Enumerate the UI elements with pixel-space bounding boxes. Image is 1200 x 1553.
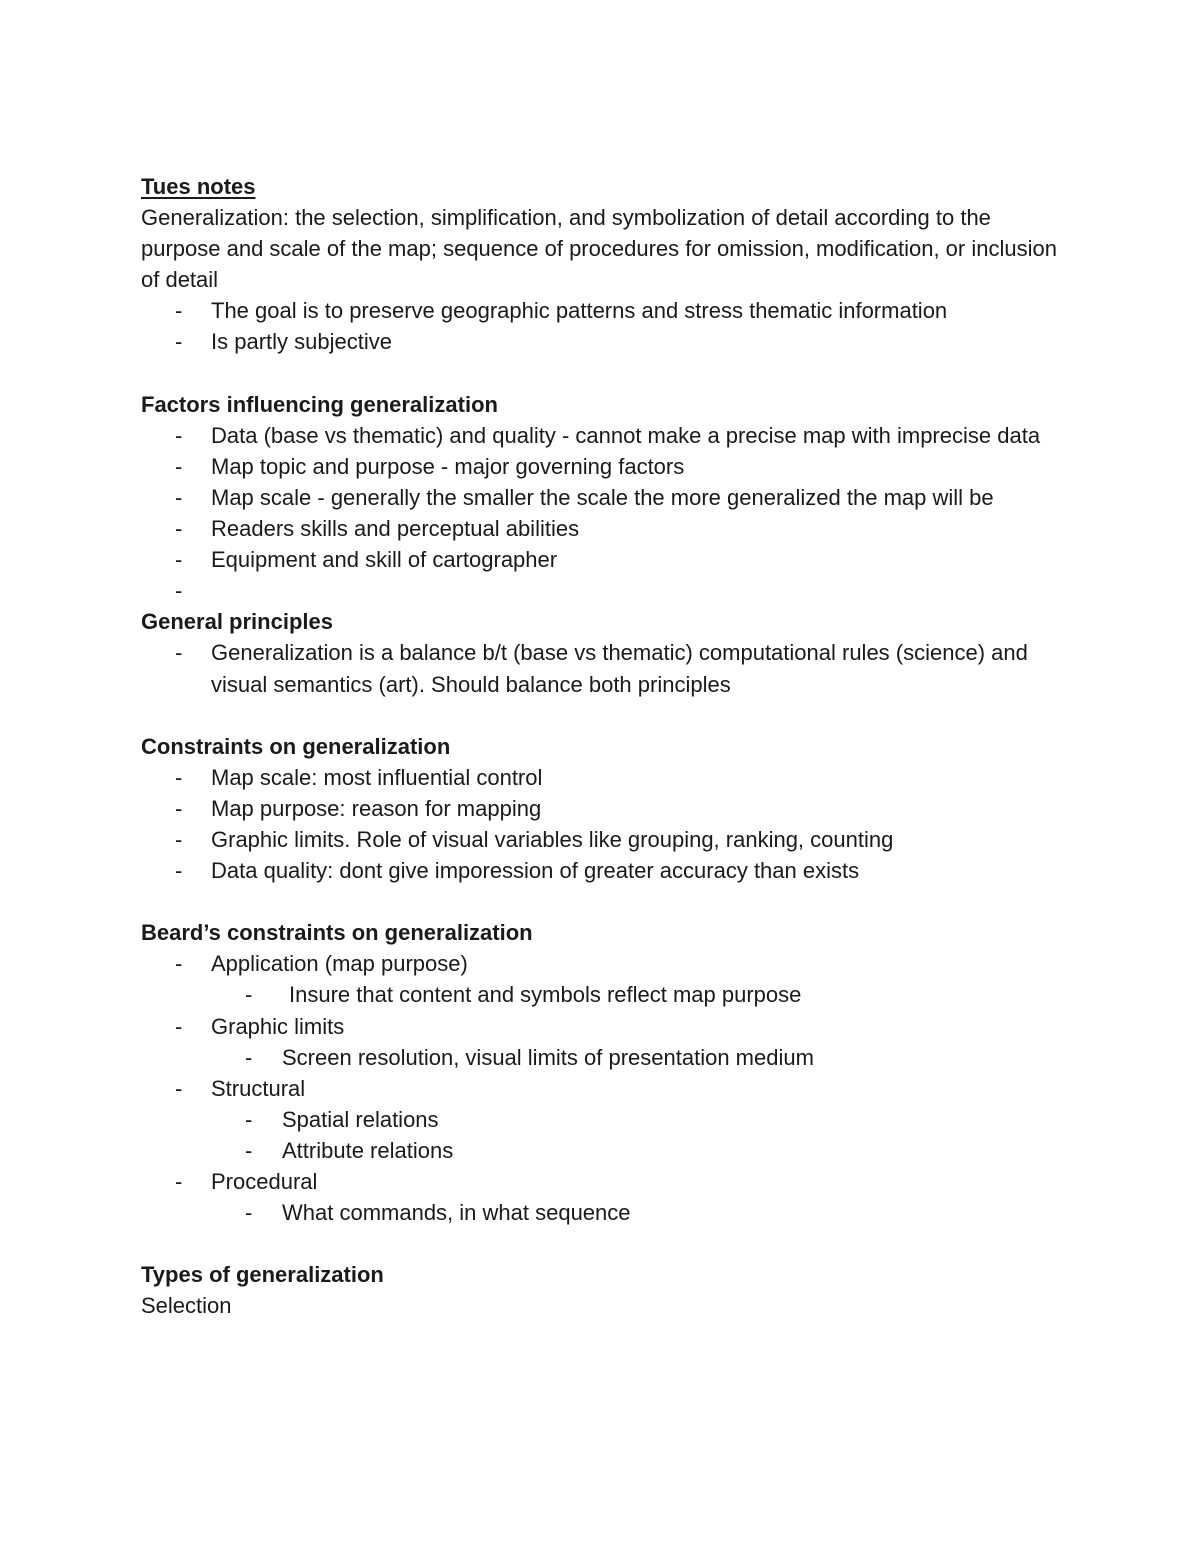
sub-list xyxy=(141,1104,1061,1166)
dash-bullet: - xyxy=(175,951,183,977)
dash-bullet: - xyxy=(175,640,183,666)
dash-bullet: - xyxy=(245,1200,253,1226)
list-item xyxy=(141,824,1061,855)
spacer xyxy=(141,700,1061,731)
list-item-text: Map topic and purpose - major governing factors xyxy=(211,453,685,479)
section-heading-constraints: Constraints on generalization xyxy=(141,733,451,759)
dash-bullet: - xyxy=(245,982,253,1008)
list-item xyxy=(141,1073,1061,1166)
dash-bullet: - xyxy=(175,547,183,573)
section-heading-principles: General principles xyxy=(141,609,333,635)
section-heading-types: Types of generalization xyxy=(141,1262,384,1288)
list-item xyxy=(141,855,1061,886)
sub-list-item-text: Attribute relations xyxy=(282,1137,454,1163)
intro-paragraph: Generalization: the selection, simplification, and symbolization of detail according to the purpose and scale of the map; sequence of procedures for omission, modification, or inclusion of detail xyxy=(141,205,1057,293)
section-heading-factors: Factors influencing generalization xyxy=(141,391,498,417)
principles-list xyxy=(141,637,1061,699)
dash-bullet: - xyxy=(175,484,183,510)
sub-list-item xyxy=(141,979,1061,1010)
sub-list-item-text: Spatial relations xyxy=(282,1106,439,1132)
dash-bullet: - xyxy=(175,795,183,821)
sub-list-item xyxy=(141,1042,1061,1073)
dash-bullet: - xyxy=(175,453,183,479)
list-item-text: Data quality: dont give imporession of greater accuracy than exists xyxy=(211,858,860,884)
list-item-text: Data (base vs thematic) and quality - cannot make a precise map with imprecise data xyxy=(211,422,1041,448)
dash-bullet: - xyxy=(245,1137,253,1163)
beard-list xyxy=(141,948,1061,1228)
list-item-text: Map scale - generally the smaller the scale the more generalized the map will be xyxy=(211,484,994,510)
dash-bullet: - xyxy=(245,1106,253,1132)
dash-bullet: - xyxy=(175,298,183,324)
dash-bullet: - xyxy=(175,422,183,448)
types-first-entry: Selection xyxy=(141,1293,232,1319)
list-item-text: Readers skills and perceptual abilities xyxy=(211,516,580,542)
dash-bullet: - xyxy=(175,1169,183,1194)
list-item-text: Generalization is a balance b/t (base vs thematic) computational rules (science) and visual semantics (art). Should balance both principles xyxy=(211,640,1028,697)
list-item xyxy=(141,762,1061,793)
list-item-empty xyxy=(141,575,1061,606)
sub-list-item-text: Screen resolution, visual limits of presentation medium xyxy=(282,1044,814,1070)
list-item-text: Graphic limits xyxy=(211,1013,345,1039)
dash-bullet: - xyxy=(175,578,183,604)
dash-bullet: - xyxy=(175,516,183,542)
list-item xyxy=(141,948,1061,1010)
dash-bullet: - xyxy=(175,764,183,790)
list-item-text: The goal is to preserve geographic patterns and stress thematic information xyxy=(211,298,948,324)
factors-list xyxy=(141,420,1061,607)
constraints-list xyxy=(141,762,1061,886)
page-title: Tues notes xyxy=(141,174,256,199)
dash-bullet: - xyxy=(245,1044,253,1070)
sub-list xyxy=(141,979,1061,1010)
list-item xyxy=(141,793,1061,824)
list-item-text: Application (map purpose) xyxy=(211,951,468,977)
intro-list xyxy=(141,295,1061,357)
sub-list xyxy=(141,1197,1061,1228)
sub-list xyxy=(141,1042,1061,1073)
list-item xyxy=(141,420,1061,451)
sub-list-item xyxy=(141,1104,1061,1135)
dash-bullet: - xyxy=(175,858,183,884)
list-item-text: Is partly subjective xyxy=(211,329,392,355)
list-item xyxy=(141,637,1061,699)
list-item xyxy=(141,544,1061,575)
list-item-text: Procedural xyxy=(211,1169,318,1194)
spacer xyxy=(141,886,1061,917)
list-item-text: Map scale: most influential control xyxy=(211,764,543,790)
list-item xyxy=(141,513,1061,544)
sub-list-item-text: What commands, in what sequence xyxy=(282,1200,631,1226)
list-item xyxy=(141,451,1061,482)
list-item-text: Equipment and skill of cartographer xyxy=(211,547,558,573)
section-heading-beard: Beard’s constraints on generalization xyxy=(141,920,533,946)
dash-bullet: - xyxy=(175,1075,183,1101)
sub-list-item xyxy=(141,1135,1061,1166)
spacer xyxy=(141,1228,1061,1259)
list-item xyxy=(141,1011,1061,1073)
list-item xyxy=(141,326,1061,357)
list-item xyxy=(141,482,1061,513)
dash-bullet: - xyxy=(175,1013,183,1039)
list-item xyxy=(141,1166,1061,1228)
list-item-text: Graphic limits. Role of visual variables like grouping, ranking, counting xyxy=(211,826,894,852)
dash-bullet: - xyxy=(175,826,183,852)
sub-list-item xyxy=(141,1197,1061,1228)
list-item-text: Map purpose: reason for mapping xyxy=(211,795,542,821)
document-page xyxy=(141,171,1061,1321)
dash-bullet: - xyxy=(175,329,183,355)
list-item xyxy=(141,295,1061,326)
sub-list-item-text: Insure that content and symbols reflect map purpose xyxy=(289,982,802,1008)
list-item-text: Structural xyxy=(211,1075,306,1101)
spacer xyxy=(141,358,1061,389)
